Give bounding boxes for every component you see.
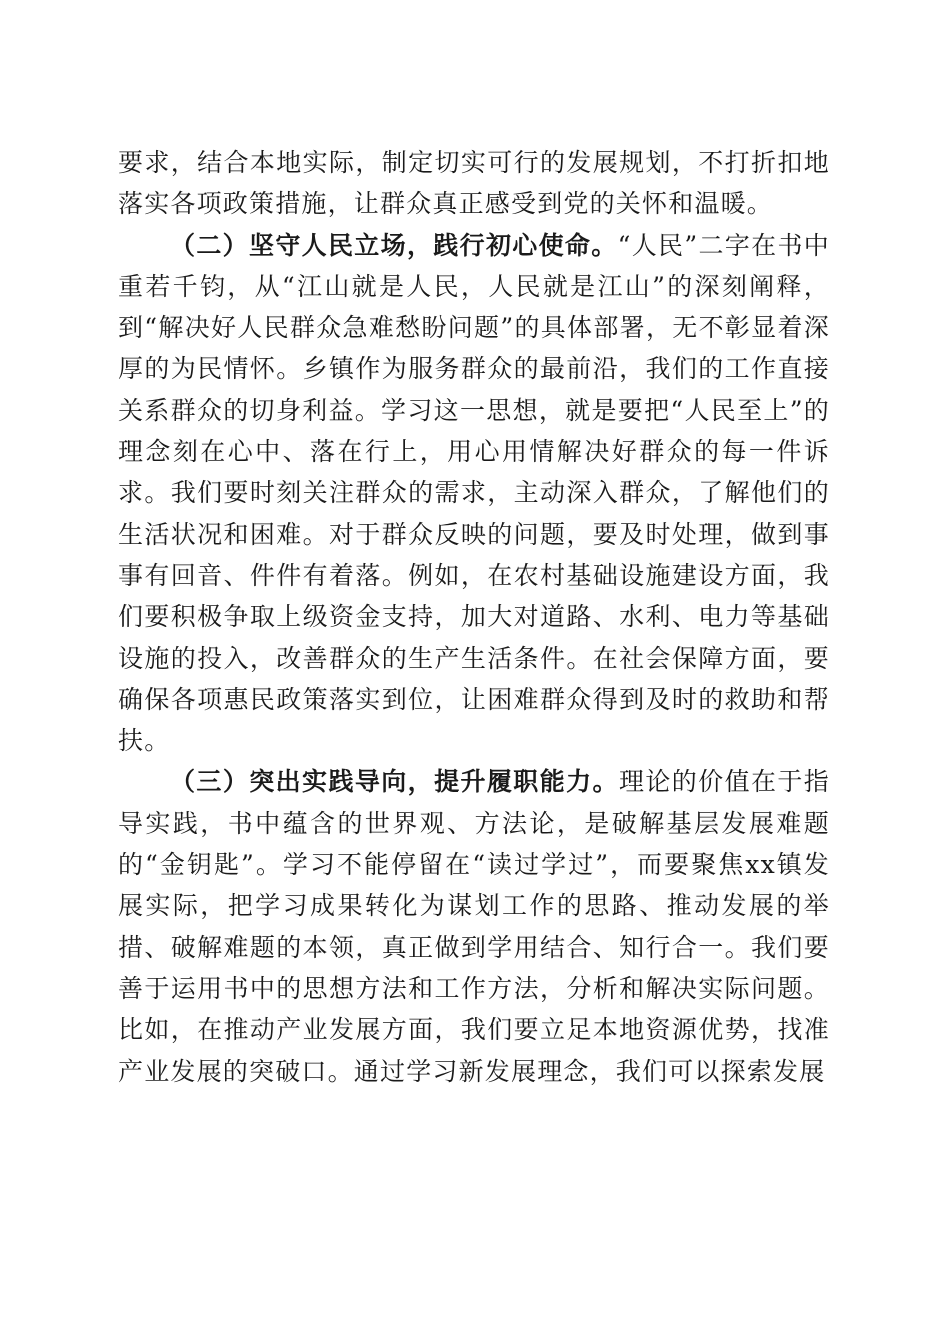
document-body [118, 142, 830, 1092]
paragraph-section-two [118, 225, 830, 762]
section-three-text: 理论的价值在于指导实践，书中蕴含的世界观、方法论，是破解基层发展难题的“金钥匙”。学习不能停留在“读过学过”，而要聚焦xx镇发展实际，把学习成果转化为谋划工作的思路、推动发展的举措、破解难题的本领，真正做到学用结合、知行合一。我们要善于运用书中的思想方法和工作方法，分析和解决实际问题。比如，在推动产业发展方面，我们要立足本地资源优势，找准产业发展的突破口。通过学习新发展理念，我们可以探索发展 [118, 767, 830, 1086]
section-two-text: “人民”二字在书中重若千钧，从“江山就是人民，人民就是江山”的深刻阐释，到“解决好人民群众急难愁盼问题”的具体部署，无不彰显着深厚的为民情怀。乡镇作为服务群众的最前沿，我们的工作直接关系群众的切身利益。学习这一思想，就是要把“人民至上”的理念刻在心中、落在行上，用心用情解决好群众的每一件诉求。我们要时刻关注群众的需求，主动深入群众，了解他们的生活状况和困难。对于群众反映的问题，要及时处理，做到事事有回音、件件有着落。例如，在农村基础设施建设方面，我们要积极争取上级资金支持，加大对道路、水利、电力等基础设施的投入，改善群众的生产生活条件。在社会保障方面，要确保各项惠民政策落实到位，让困难群众得到及时的救助和帮扶。 [118, 230, 830, 756]
section-three-heading: （三）突出实践导向，提升履职能力。 [170, 767, 619, 797]
paragraph-text: 要求，结合本地实际，制定切实可行的发展规划，不打折扣地落实各项政策措施，让群众真正感受到党的关怀和温暖。 [118, 148, 830, 219]
paragraph-continuation [118, 142, 830, 225]
section-two-heading: （二）坚守人民立场，践行初心使命。 [170, 230, 618, 260]
paragraph-section-three [118, 761, 830, 1091]
